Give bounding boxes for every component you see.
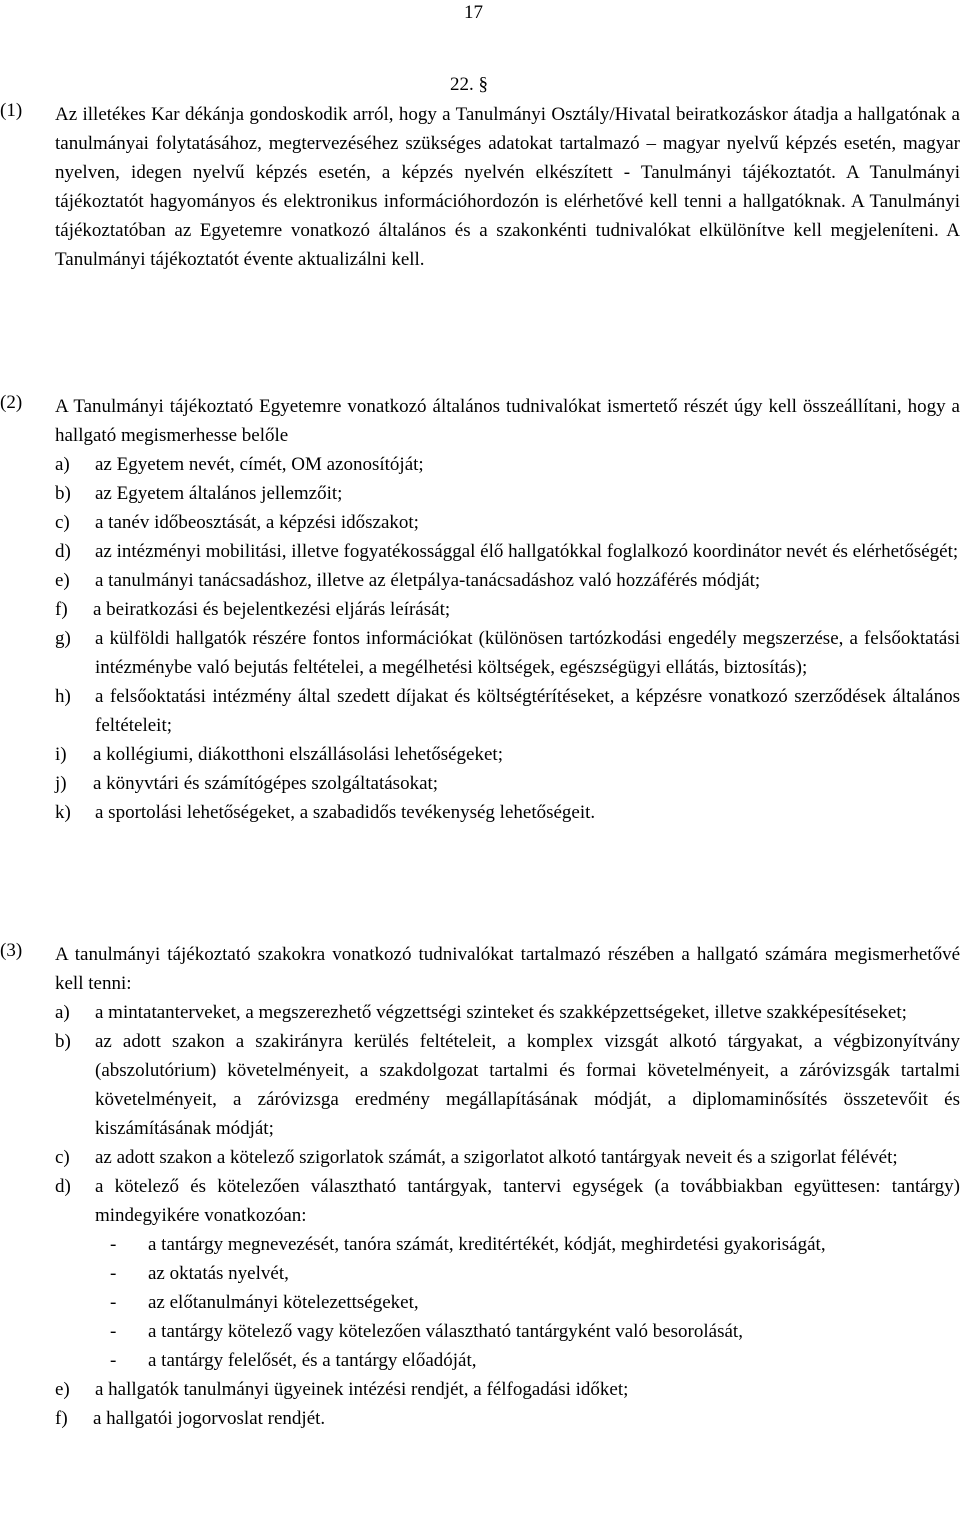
paragraph-lead: A Tanulmányi tájékoztató Egyetemre vonatkozó általános tudnivalókat ismertető részét úgy kell összeállítani, hogy a hallgató megismerhesse belőle (55, 396, 960, 446)
item-text: a mintatanterveket, a megszerezhető végzettségi szinteket és szakképzettségeket, illetve szakképesítéseket; (95, 1002, 907, 1023)
item-text: a kollégiumi, diákotthoni elszállásolási lehetőségeket; (93, 744, 503, 765)
sub-list-item (110, 1288, 960, 1317)
dash-marker: - (110, 1263, 117, 1284)
sub-list-item (110, 1259, 960, 1288)
item-text: az adott szakon a kötelező szigorlatok számát, a szigorlatot alkotó tantárgyak neveit és a szigorlat félévét; (95, 1147, 898, 1168)
list-item (55, 624, 960, 682)
list-item (55, 537, 960, 566)
paragraph-3 (0, 940, 960, 1433)
item-label: b) (55, 483, 71, 504)
item-label: f) (55, 1408, 68, 1429)
item-label: d) (55, 1176, 71, 1197)
item-text: az Egyetem nevét, címét, OM azonosítóját; (95, 454, 424, 475)
sub-item-text: az oktatás nyelvét, (148, 1263, 289, 1284)
item-text: a kötelező és kötelezően választható tantárgyak, tantervi egységek (a továbbiakban együttesen: tantárgy) mindegyikére vonatkozóan: (95, 1176, 960, 1226)
list-item (55, 595, 960, 624)
paragraph-number: (1) (0, 100, 23, 121)
paragraph-number: (3) (0, 940, 23, 961)
item-text: az Egyetem általános jellemzőit; (95, 483, 343, 504)
list-item (55, 740, 960, 769)
item-text: a sportolási lehetőségeket, a szabadidős tevékenység lehetőségeit. (95, 802, 596, 823)
list-item (55, 450, 960, 479)
item-label: e) (55, 570, 70, 591)
sub-item-text: a tantárgy kötelező vagy kötelezően választható tantárgyként való besorolását, (148, 1321, 743, 1342)
item-text: a beiratkozási és bejelentkezési eljárás leírását; (93, 599, 451, 620)
list-item (55, 798, 960, 827)
item-label: d) (55, 541, 71, 562)
sub-list-item (110, 1230, 960, 1259)
item-text: a tanév időbeosztását, a képzési időszakot; (95, 512, 419, 533)
item-label: h) (55, 686, 71, 707)
paragraph-text: Az illetékes Kar dékánja gondoskodik arról, hogy a Tanulmányi Osztály/Hivatal beiratkozáskor átadja a hallgatónak a tanulmányai folytatásához, megtervezéséhez szükséges adatokat tartalmazó – magyar nyelvű képzés esetén, magyar nyelven, idegen nyelvű képzés esetén, a képzés nyelvén elkészített - Tanulmányi tájékoztatót. A Tanulmányi tájékoztatót hagyományos és elektronikus információhordozón is elérhetővé kell tenni a hallgatóknak. A Tanulmányi tájékoztatóban az Egyetemre vonatkozó általános és a szakonkénti tudnivalókat elkülönítve kell megjeleníteni. A Tanulmányi tájékoztatót évente aktualizálni kell. (55, 104, 960, 270)
item-label: a) (55, 454, 70, 475)
list-item (55, 508, 960, 537)
list-item (55, 998, 960, 1027)
list-item (55, 769, 960, 798)
item-text: a felsőoktatási intézmény által szedett díjakat és költségtérítéseket, a képzésre vonatkozó szerződések általános feltételeit; (95, 686, 960, 736)
section-title: 22. § (450, 74, 488, 95)
paragraph-number: (2) (0, 392, 23, 413)
list-item (55, 1404, 960, 1433)
item-text: az intézményi mobilitási, illetve fogyatékossággal élő hallgatókkal foglalkozó koordinátor nevét és elérhetőségét; (95, 541, 959, 562)
sub-item-text: az előtanulmányi kötelezettségeket, (148, 1292, 419, 1313)
dash-marker: - (110, 1321, 117, 1342)
item-label: i) (55, 744, 67, 765)
item-label: k) (55, 802, 71, 823)
dash-marker: - (110, 1234, 117, 1255)
item-label: c) (55, 512, 70, 533)
list-item (55, 1143, 960, 1172)
sub-list-item (110, 1346, 960, 1375)
item-label: e) (55, 1379, 70, 1400)
item-label: b) (55, 1031, 71, 1052)
list-item (55, 682, 960, 740)
item-text: a könyvtári és számítógépes szolgáltatásokat; (93, 773, 439, 794)
sub-item-text: a tantárgy felelősét, és a tantárgy előadóját, (148, 1350, 477, 1371)
item-text: a hallgatói jogorvoslat rendjét. (93, 1408, 326, 1429)
paragraph-1 (0, 100, 960, 274)
page-number: 17 (464, 2, 483, 23)
item-label: a) (55, 1002, 70, 1023)
list-item (55, 566, 960, 595)
paragraph-body (55, 940, 960, 1433)
item-label: c) (55, 1147, 70, 1168)
item-text: az adott szakon a szakirányra kerülés feltételeit, a komplex vizsgát alkotó tárgyakat, a végbizonyítvány (abszolutórium) követelményeit, a szakdolgozat tartalmi és formai követelményeit, a záróvizsgák tartalmi követelményeit, a záróvizsga eredmény megállapításának módját, a diplomaminősítés összetevőit és kiszámításának módját; (95, 1031, 960, 1139)
paragraph-2 (0, 392, 960, 827)
dash-marker: - (110, 1292, 117, 1313)
sub-item-text: a tantárgy megnevezését, tanóra számát, kreditértékét, kódját, meghirdetési gyakoriságát, (148, 1234, 826, 1255)
list-item (55, 1375, 960, 1404)
list-item (55, 1027, 960, 1143)
list-item (55, 1172, 960, 1230)
list-item (55, 479, 960, 508)
sub-list-item (110, 1317, 960, 1346)
item-text: a hallgatók tanulmányi ügyeinek intézési rendjét, a félfogadási időket; (95, 1379, 629, 1400)
item-label: j) (55, 773, 67, 794)
item-label: f) (55, 599, 68, 620)
item-label: g) (55, 628, 71, 649)
dash-marker: - (110, 1350, 117, 1371)
item-text: a külföldi hallgatók részére fontos információkat (különösen tartózkodási engedély megszerzése, a felsőoktatási intézménybe való bejutás feltételei, a megélhetési költségek, egészségügyi ellátás, biztosítás); (95, 628, 960, 678)
paragraph-body (55, 392, 960, 827)
item-text: a tanulmányi tanácsadáshoz, illetve az életpálya-tanácsadáshoz való hozzáférés módját; (95, 570, 761, 591)
paragraph-lead: A tanulmányi tájékoztató szakokra vonatkozó tudnivalókat tartalmazó részében a hallgató számára megismerhetővé kell tenni: (55, 944, 960, 994)
